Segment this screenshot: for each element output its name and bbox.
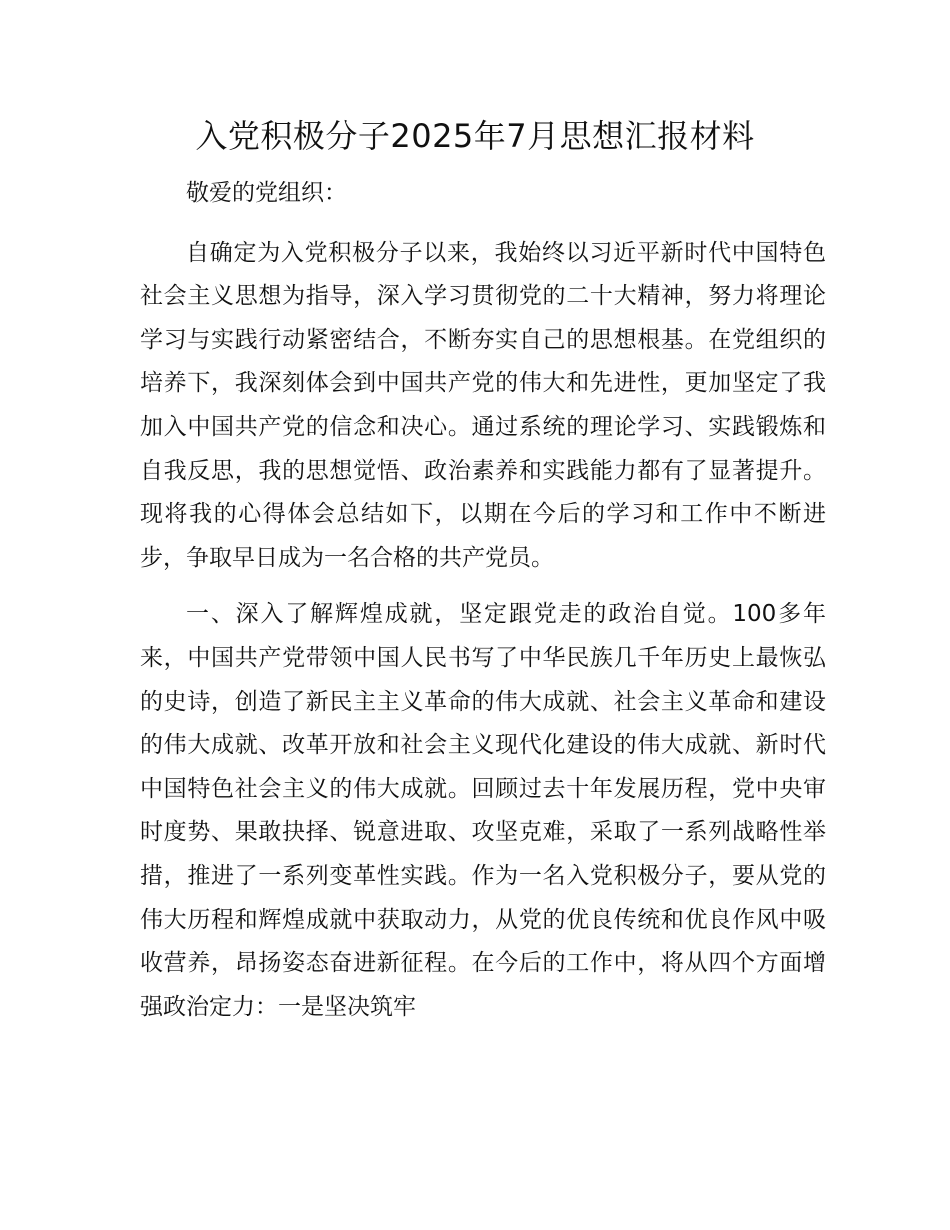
document-body: [140, 172, 826, 1029]
document-title: 入党积极分子2025年7月思想汇报材料: [195, 117, 755, 155]
greeting-line: 敬爱的党组织：: [186, 180, 347, 206]
body-paragraph: 一、深入了解辉煌成就，坚定跟党走的政治自觉。100多年来，中国共产党带领中国人民书写了中华民族几千年历史上最恢弘的史诗，创造了新民主主义革命的伟大成就、社会主义革命和建设的伟大成就、改革开放和社会主义现代化建设的伟大成就、新时代中国特色社会主义的伟大成就。回顾过去十年发展历程，党中央审时度势、果敢抉择、锐意进取、攻坚克难，采取了一系列战略性举措，推进了一系列变革性实践。作为一名入党积极分子，要从党的伟大历程和辉煌成就中获取动力，从党的优良传统和优良作风中吸收营养，昂扬姿态奋进新征程。在今后的工作中，将从四个方面增强政治定力：一是坚决筑牢: [140, 601, 826, 1020]
body-paragraph: 自确定为入党积极分子以来，我始终以习近平新时代中国特色社会主义思想为指导，深入学习贯彻党的二十大精神，努力将理论学习与实践行动紧密结合，不断夯实自己的思想根基。在党组织的培养下，我深刻体会到中国共产党的伟大和先进性，更加坚定了我加入中国共产党的信念和决心。通过系统的理论学习、实践锻炼和自我反思，我的思想觉悟、政治素养和实践能力都有了显著提升。现将我的心得体会总结如下，以期在今后的学习和工作中不断进步，争取早日成为一名合格的共产党员。: [140, 239, 826, 571]
